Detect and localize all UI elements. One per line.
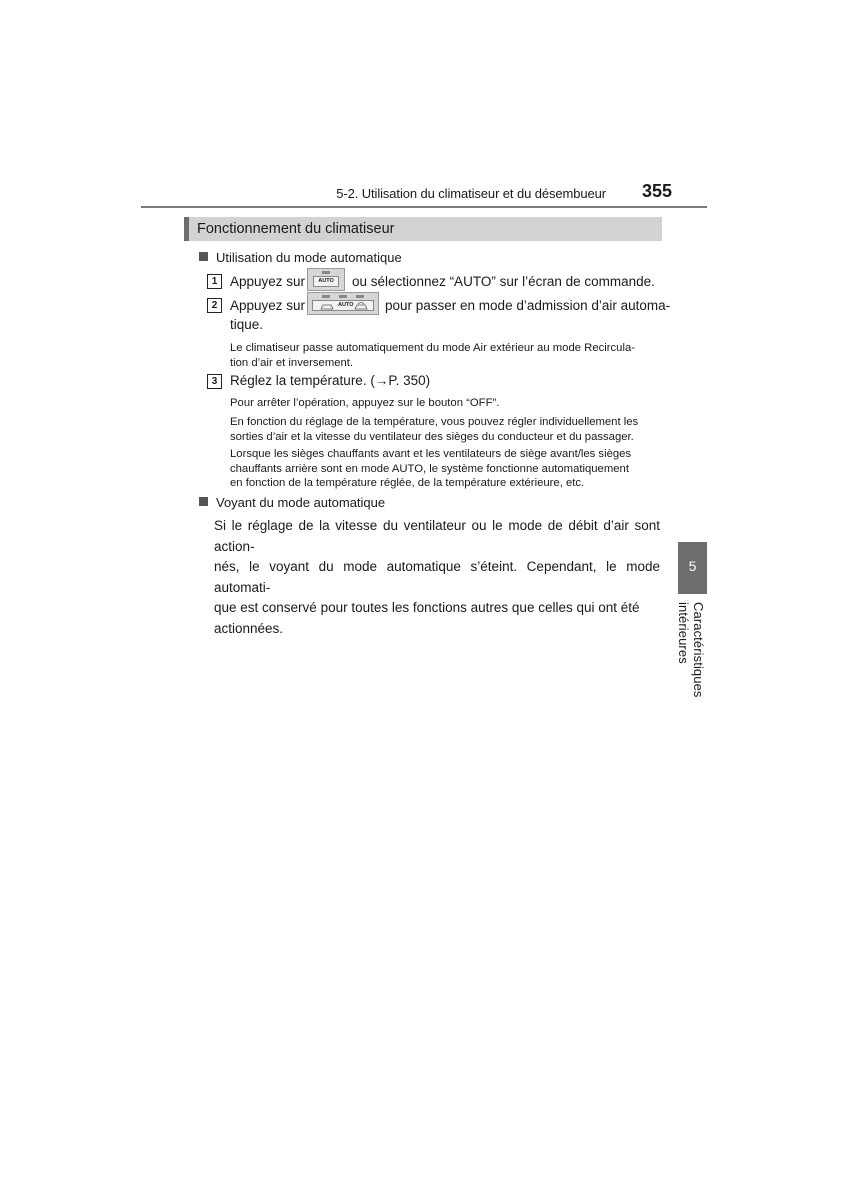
step-1-text-before: Appuyez sur bbox=[230, 274, 306, 289]
step-2-note-line1: Le climatiseur passe automatiquement du mode Air extérieur au mode Recircula- bbox=[230, 342, 636, 354]
step-3-note-3-line3: en fonction de la température réglée, de la température extérieure, etc. bbox=[230, 477, 585, 490]
step-3-note-2 bbox=[230, 415, 660, 444]
step-3-note-1: Pour arrêter l’opération, appuyez sur le bouton “OFF”. bbox=[230, 397, 500, 409]
indicator-led-icon bbox=[356, 295, 364, 298]
bullet-square-icon bbox=[199, 252, 208, 261]
chapter-tab: 5 bbox=[678, 542, 707, 594]
indicator-heading bbox=[199, 495, 385, 510]
section-header: 5-2. Utilisation du climatiseur et du désembueur bbox=[336, 186, 606, 201]
indicator-line1: Si le réglage de la vitesse du ventilateur ou le mode de débit d’air sont action- bbox=[214, 518, 660, 554]
step-2-note bbox=[230, 341, 660, 370]
step-2-number: 2 bbox=[207, 298, 222, 313]
step-3-text: Réglez la température. (→P. 350) bbox=[230, 373, 431, 388]
air-intake-button-face bbox=[312, 300, 374, 311]
chapter-label: Caractéristiques intérieures bbox=[676, 602, 706, 698]
section-title-bar bbox=[184, 217, 662, 241]
header-divider bbox=[141, 206, 707, 208]
step-3-note-3-line2: chauffants arrière sont en mode AUTO, le système fonctionne automatiquement bbox=[230, 462, 629, 475]
indicator-led-icon bbox=[322, 271, 330, 274]
step-3-note-2-line2: sorties d’air et la vitesse du ventilateur des sièges du conducteur et du passager. bbox=[230, 430, 634, 443]
title-accent bbox=[184, 217, 189, 241]
step-3-note-2-line1: En fonction du réglage de la température, vous pouvez régler individuellement les bbox=[230, 416, 639, 428]
auto-mode-heading-text: Utilisation du mode automatique bbox=[216, 250, 402, 265]
indicator-led-icon bbox=[322, 295, 330, 298]
auto-mode-heading bbox=[199, 250, 402, 265]
air-intake-auto-button-icon bbox=[307, 292, 379, 315]
indicator-line4: actionnées. bbox=[214, 620, 284, 636]
step-1-text-after: ou sélectionnez “AUTO” sur l’écran de commande. bbox=[352, 274, 655, 289]
indicator-paragraph bbox=[214, 516, 660, 639]
indicator-led-icon bbox=[339, 295, 347, 298]
indicator-line2: nés, le voyant du mode automatique s’éteint. Cependant, le mode automati- bbox=[214, 559, 660, 595]
auto-button-face: AUTO bbox=[313, 276, 339, 287]
indicator-line3: que est conservé pour toutes les fonctions autres que celles qui ont été bbox=[214, 600, 640, 615]
step-2-text-before: Appuyez sur bbox=[230, 298, 306, 313]
bullet-square-icon bbox=[199, 497, 208, 506]
indicator-heading-text: Voyant du mode automatique bbox=[216, 495, 386, 510]
step-3-number: 3 bbox=[207, 374, 222, 389]
section-title: Fonctionnement du climatiseur bbox=[197, 221, 395, 237]
step-2-note-line2: tion d’air et inversement. bbox=[230, 356, 354, 369]
auto-button-icon bbox=[307, 268, 345, 291]
step-3-note-3-line1: Lorsque les sièges chauffants avant et les ventilateurs de siège avant/les sièges bbox=[230, 448, 632, 460]
step-2-text-after: pour passer en mode d’admission d’air automa- bbox=[385, 298, 671, 313]
page-number: 355 bbox=[641, 181, 672, 201]
step-1-number: 1 bbox=[207, 274, 222, 289]
step-3-note-3 bbox=[230, 447, 660, 491]
air-intake-auto-label: AUTO bbox=[338, 302, 354, 308]
step-2-text-cont: tique. bbox=[230, 317, 264, 332]
